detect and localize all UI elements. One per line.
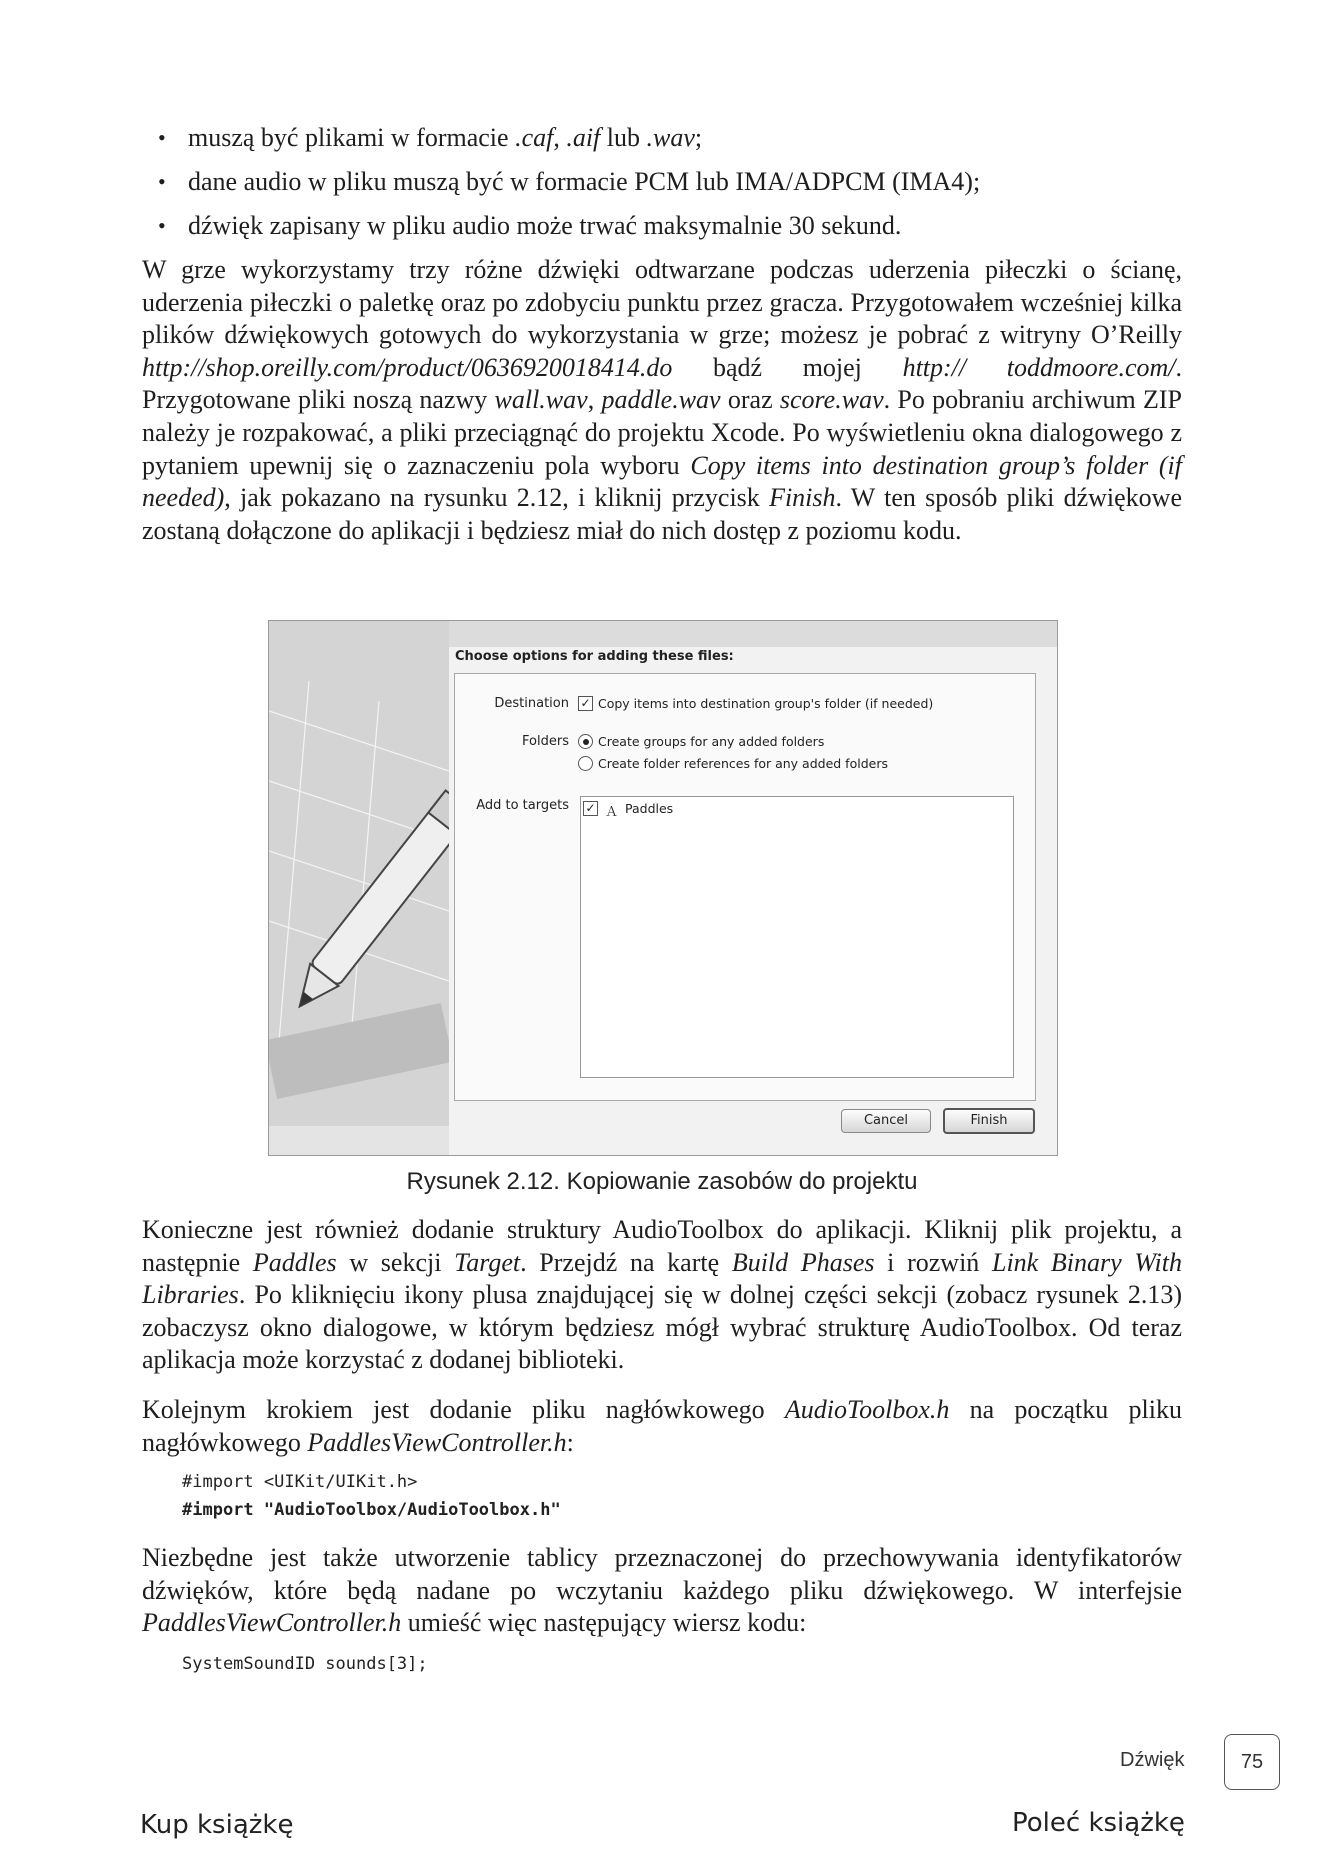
targets-list[interactable] [580,796,1014,1078]
paragraph-audiotoolbox: Konieczne jest również dodanie struktury AudioToolbox do aplikacji. Kliknij plik projektu, a następnie Paddles w sekcji Target. Przejdź na kartę Build Phases i rozwiń Link Binary With Libraries. Po kliknięciu ikony plusa znajdującej się w dolnej części sekcji (zobacz rysunek 2.13) zobaczysz okno dialogowe, w którym będziesz mógł wybrać strukturę AudioToolbox. Od teraz aplikacja może korzystać z dodanej biblioteki. [142,1215,1183,1375]
code-line: #import "AudioToolbox/AudioToolbox.h" [182,1500,561,1520]
app-target-icon: Ａ [605,805,619,820]
requirements-list [158,116,1198,248]
finish-button[interactable]: Finish [943,1108,1035,1134]
list-item: • dźwięk zapisany w pliku audio może trwać maksymalnie 30 sekund. [158,204,1198,248]
list-item: • muszą być plikami w formacie .caf, .aif lub .wav; [158,116,1198,160]
paragraph-header-import: Kolejnym krokiem jest dodanie pliku nagłówkowego AudioToolbox.h na początku pliku nagłówkowego PaddlesViewController.h: [142,1395,1182,1457]
cancel-button[interactable]: Cancel [841,1109,931,1133]
code-line: #import <UIKit/UIKit.h> [182,1472,418,1492]
copy-items-option: Copy items into destination group's folder (if needed) [598,696,934,711]
create-groups-radio[interactable] [578,734,593,749]
folder-references-radio[interactable] [578,756,593,771]
recommend-book-link[interactable]: Poleć książkę [1012,1808,1185,1838]
figure-add-files-dialog [268,620,1058,1156]
destination-label: Destination [494,696,569,711]
figure-caption: Rysunek 2.12. Kopiowanie zasobów do projektu [406,1168,918,1195]
pencil-blueprint-icon [269,621,449,1155]
create-groups-option: Create groups for any added folders [598,734,825,749]
buy-book-link[interactable]: Kup książkę [140,1810,294,1840]
options-panel [454,673,1036,1101]
paragraph-sounds: W grze wykorzystamy trzy różne dźwięki odtwarzane podczas uderzenia piłeczki o ścianę, uderzenia piłeczki o paletkę oraz po zdobyciu punktu przez gracza. Przygotowałem wcześniej kilka plików dźwiękowych gotowych do wykorzystania w grze; możesz je pobrać z witryny O’Reilly http://shop.oreilly.com/product/0636920018414.do bądź mojej http:// toddmoore.com/. Przygotowane pliki noszą nazwy wall.wav, paddle.wav oraz score.wav. Po pobraniu archiwum ZIP należy je rozpakować, a pliki przeciągnąć do projektu Xcode. Po wyświetleniu okna dialogowego z pytaniem upewnij się o zaznaczeniu pola wyboru Copy items into destination group’s folder (if needed), jak pokazano na rysunku 2.12, i kliknij przycisk Finish. W ten sposób pliki dźwiękowe zostaną dołączone do aplikacji i będziesz miał do nich dostęp z poziomu kodu. [142,255,1183,545]
paddles-target-checkbox[interactable]: ✓ [583,801,598,816]
targets-label: Add to targets [476,798,569,813]
paddles-target-name: Paddles [625,801,674,816]
author-link[interactable]: http:// toddmoore.com/ [902,352,1176,382]
copy-items-checkbox[interactable]: ✓ [578,696,593,711]
page-number: 75 [1224,1734,1280,1790]
chapter-name: Dźwięk [1120,1749,1185,1771]
code-import-block [182,1468,561,1524]
folder-references-option: Create folder references for any added folders [598,756,888,771]
oreilly-link[interactable]: http://shop.oreilly.com/product/0636920018414.do [142,352,673,382]
paragraph-sound-ids: Niezbędne jest także utworzenie tablicy przeznaczonej do przechowywania identyfikatorów dźwięków, które będą nadane po wczytaniu każdego pliku dźwiękowego. W interfejsie PaddlesViewController.h umieść więc następujący wiersz kodu: [142,1543,1182,1638]
code-sounds-block [182,1650,428,1678]
list-item: • dane audio w pliku muszą być w formacie PCM lub IMA/ADPCM (IMA4); [158,160,1198,204]
xcode-artwork [269,621,449,1155]
dialog-title: Choose options for adding these files: [455,649,734,664]
code-line: SystemSoundID sounds[3]; [182,1654,428,1674]
folders-label: Folders [522,734,569,749]
